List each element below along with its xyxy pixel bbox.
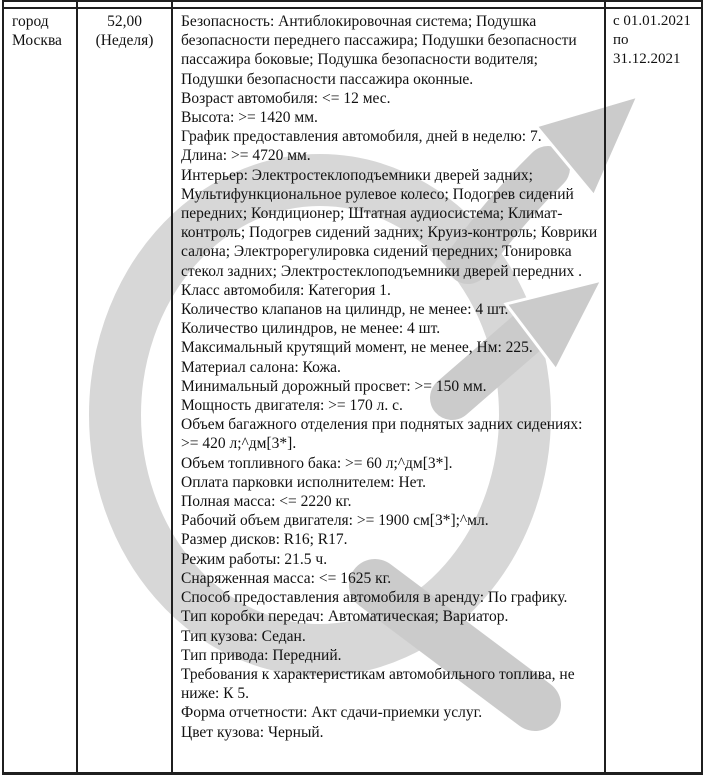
period-lines — [613, 12, 699, 70]
cell-region — [3, 8, 77, 774]
spec-item: Материал салона: Кожа. — [181, 358, 341, 376]
spec-item: Безопасность: Антиблокировочная система; Подушка безопасности переднего пассажира; Подушки безопасности пассажира боковые; Подушка безопасности водителя; Подушки безопасности пассажира оконные. — [181, 13, 577, 88]
spec-item: Максимальный крутящий момент, не менее, Нм: 225. — [181, 339, 533, 357]
spec-item: Объем багажного отделения при поднятых задних сидениях: >= 420 л;^дм[3*]. — [181, 416, 583, 453]
spec-item: Длина: >= 4720 мм. — [181, 147, 311, 165]
spec-list — [181, 12, 598, 742]
spec-item: Объем топливного бака: >= 60 л;^дм[3*]. — [181, 454, 453, 472]
cell-specifications — [172, 8, 605, 774]
spec-item: Интерьер: Электростеклоподъемники дверей задних; Мультифункциональное рулевое колесо; Подогрев сидений передних; Кондиционер; Штатная аудиосистема; Климат-контроль; Подогрев сидений задних; Круиз-контроль; Коврики салона; Электрорегулировка сидений передних; Тонировка стекол задних; Электростеклоподъемники дверей передних . — [181, 166, 598, 280]
cell-price — [77, 8, 172, 774]
spec-item: Форма отчетности: Акт сдачи-приемки услуг. — [181, 704, 483, 722]
spec-item: Режим работы: 21.5 ч. — [181, 550, 328, 568]
sliver-cell — [77, 1, 172, 8]
price-unit: (Неделя) — [95, 32, 154, 50]
spec-item: Мощность двигателя: >= 170 л. с. — [181, 397, 403, 415]
sliver-cell — [172, 1, 605, 8]
sliver-cell — [3, 1, 77, 8]
spec-item: Тип коробки передач: Автоматическая; Вариатор. — [181, 608, 509, 626]
previous-row-sliver — [3, 1, 702, 8]
period-line: 31.12.2021 — [613, 51, 681, 68]
spec-item: Оплата парковки исполнителем: Нет. — [181, 473, 427, 491]
sliver-cell — [605, 1, 702, 8]
spec-item: График предоставления автомобиля, дней в неделю: 7. — [181, 128, 542, 146]
spec-item: Высота: >= 1420 мм. — [181, 109, 318, 127]
spec-item: Количество клапанов на цилиндр, не менее: 4 шт. — [181, 301, 509, 319]
table-row — [3, 8, 702, 774]
spec-item: Количество цилиндров, не менее: 4 шт. — [181, 320, 441, 338]
spec-item: Тип привода: Передний. — [181, 646, 342, 664]
price-value: 52,00 — [107, 13, 142, 30]
spec-item: Полная масса: <= 2220 кг. — [181, 493, 352, 511]
period-line: по — [613, 32, 629, 49]
spec-item: Рабочий объем двигателя: >= 1900 см[3*];^мл. — [181, 512, 489, 530]
period-line: с 01.01.2021 — [613, 13, 691, 29]
spec-item: Цвет кузова: Черный. — [181, 723, 324, 741]
region-label: город Москва — [12, 13, 62, 50]
spec-item: Способ предоставления автомобиля в аренду: По графику. — [181, 589, 568, 607]
spec-item: Размер дисков: R16; R17. — [181, 531, 348, 549]
spec-item: Снаряженная масса: <= 1625 кг. — [181, 569, 392, 587]
spec-item: Минимальный дорожный просвет: >= 150 мм. — [181, 377, 487, 395]
spec-item: Тип кузова: Седан. — [181, 627, 306, 645]
specs-table — [2, 0, 703, 775]
spec-item: Класс автомобиля: Категория 1. — [181, 281, 391, 299]
cell-period — [605, 8, 702, 774]
spec-item: Требования к характеристикам автомобильного топлива, не ниже: К 5. — [181, 665, 575, 703]
spec-item: Возраст автомобиля: <= 12 мес. — [181, 89, 391, 107]
